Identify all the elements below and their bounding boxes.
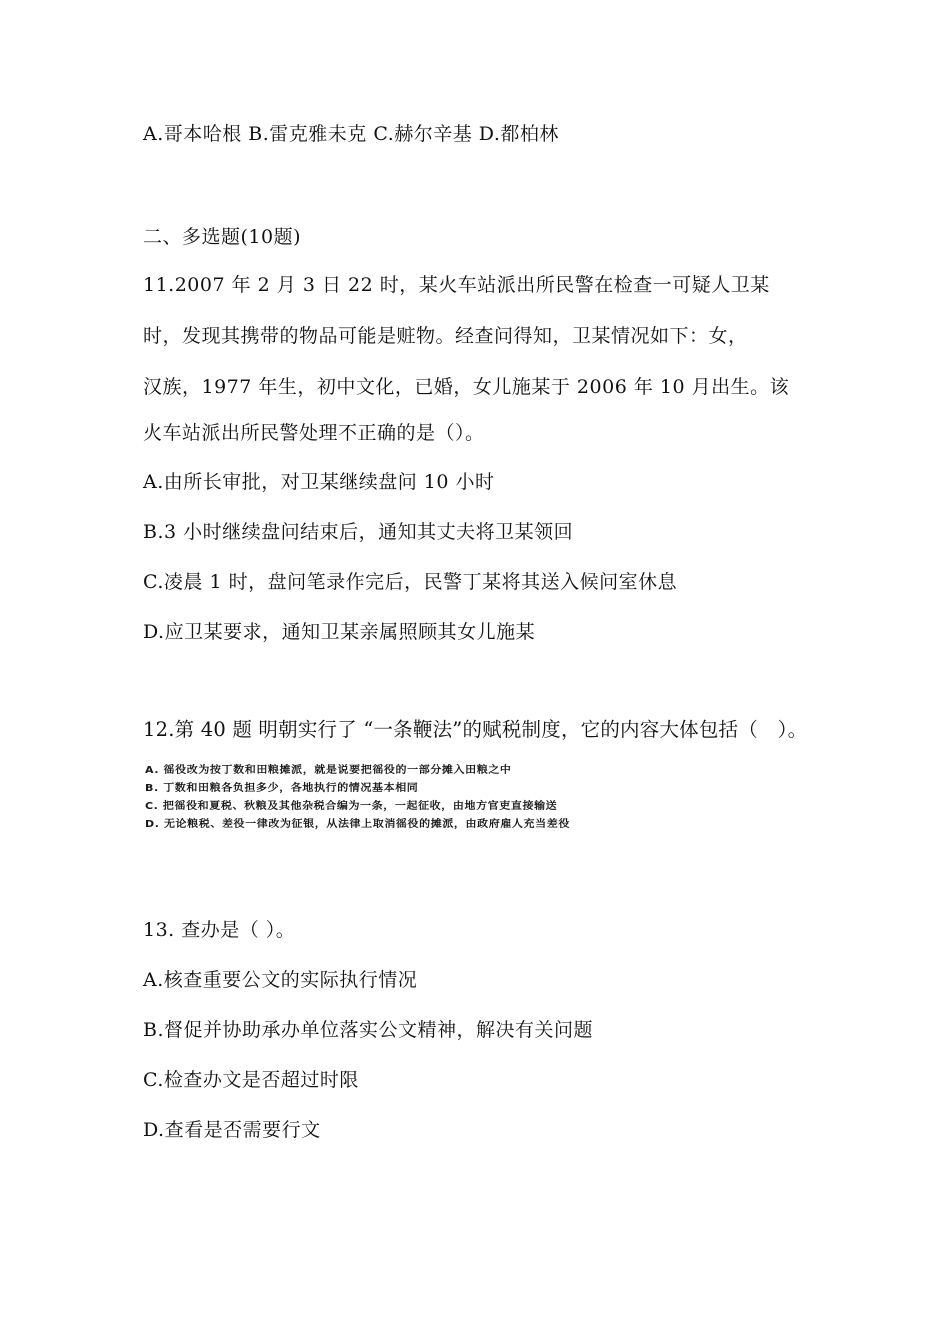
q13-stem: 13. 查办是（ ）。 (143, 919, 296, 941)
q11-stem-line-4: 火车站派出所民警处理不正确的是（）。 (143, 422, 485, 444)
q13-option-b: B.督促并协助承办单位落实公文精神，解决有关问题 (143, 1019, 594, 1041)
q10-options: A.哥本哈根 B.雷克雅未克 C.赫尔辛基 D.都柏林 (143, 123, 559, 145)
q13-option-a: A.核查重要公文的实际执行情况 (143, 969, 418, 991)
q12-stem: 12.第 40 题 明朝实行了 “一条鞭法”的赋税制度，它的内容大体包括（ ）。 (143, 718, 808, 741)
q11-stem-line-3: 汉族，1977 年生，初中文化，已婚，女儿施某于 2006 年 10 月出生。该 (143, 376, 790, 398)
q12-option-a: A. 徭役改为按丁数和田粮摊派，就是说要把徭役的一部分摊入田粮之中 (145, 764, 512, 776)
q12-option-c: C. 把徭役和夏税、秋粮及其他杂税合编为一条，一起征收，由地方官吏直接输送 (145, 800, 558, 812)
q11-option-a: A.由所长审批，对卫某继续盘问 10 小时 (143, 471, 495, 493)
q11-stem-line-2: 时，发现其携带的物品可能是赃物。经查问得知，卫某情况如下：女， (143, 325, 748, 347)
q12-options-scan (145, 758, 665, 842)
q12-option-d: D. 无论粮税、差役一律改为征银，从法律上取消徭役的摊派，由政府雇人充当差役 (145, 818, 570, 830)
q12-option-b: B. 丁数和田粮各负担多少，各地执行的情况基本相同 (145, 782, 419, 794)
q13-option-c: C.检查办文是否超过时限 (143, 1069, 359, 1091)
q11-option-c: C.凌晨 1 时，盘问笔录作完后，民警丁某将其送入候问室休息 (143, 571, 678, 593)
section-title: 二、多选题(10题) (143, 226, 302, 248)
q13-option-d: D.查看是否需要行文 (143, 1119, 321, 1141)
q11-stem-line-1: 11.2007 年 2 月 3 日 22 时，某火车站派出所民警在检查一可疑人卫某 (143, 274, 770, 296)
q11-option-d: D.应卫某要求，通知卫某亲属照顾其女儿施某 (143, 621, 536, 643)
q11-option-b: B.3 小时继续盘问结束后，通知其丈夫将卫某领回 (143, 521, 574, 543)
